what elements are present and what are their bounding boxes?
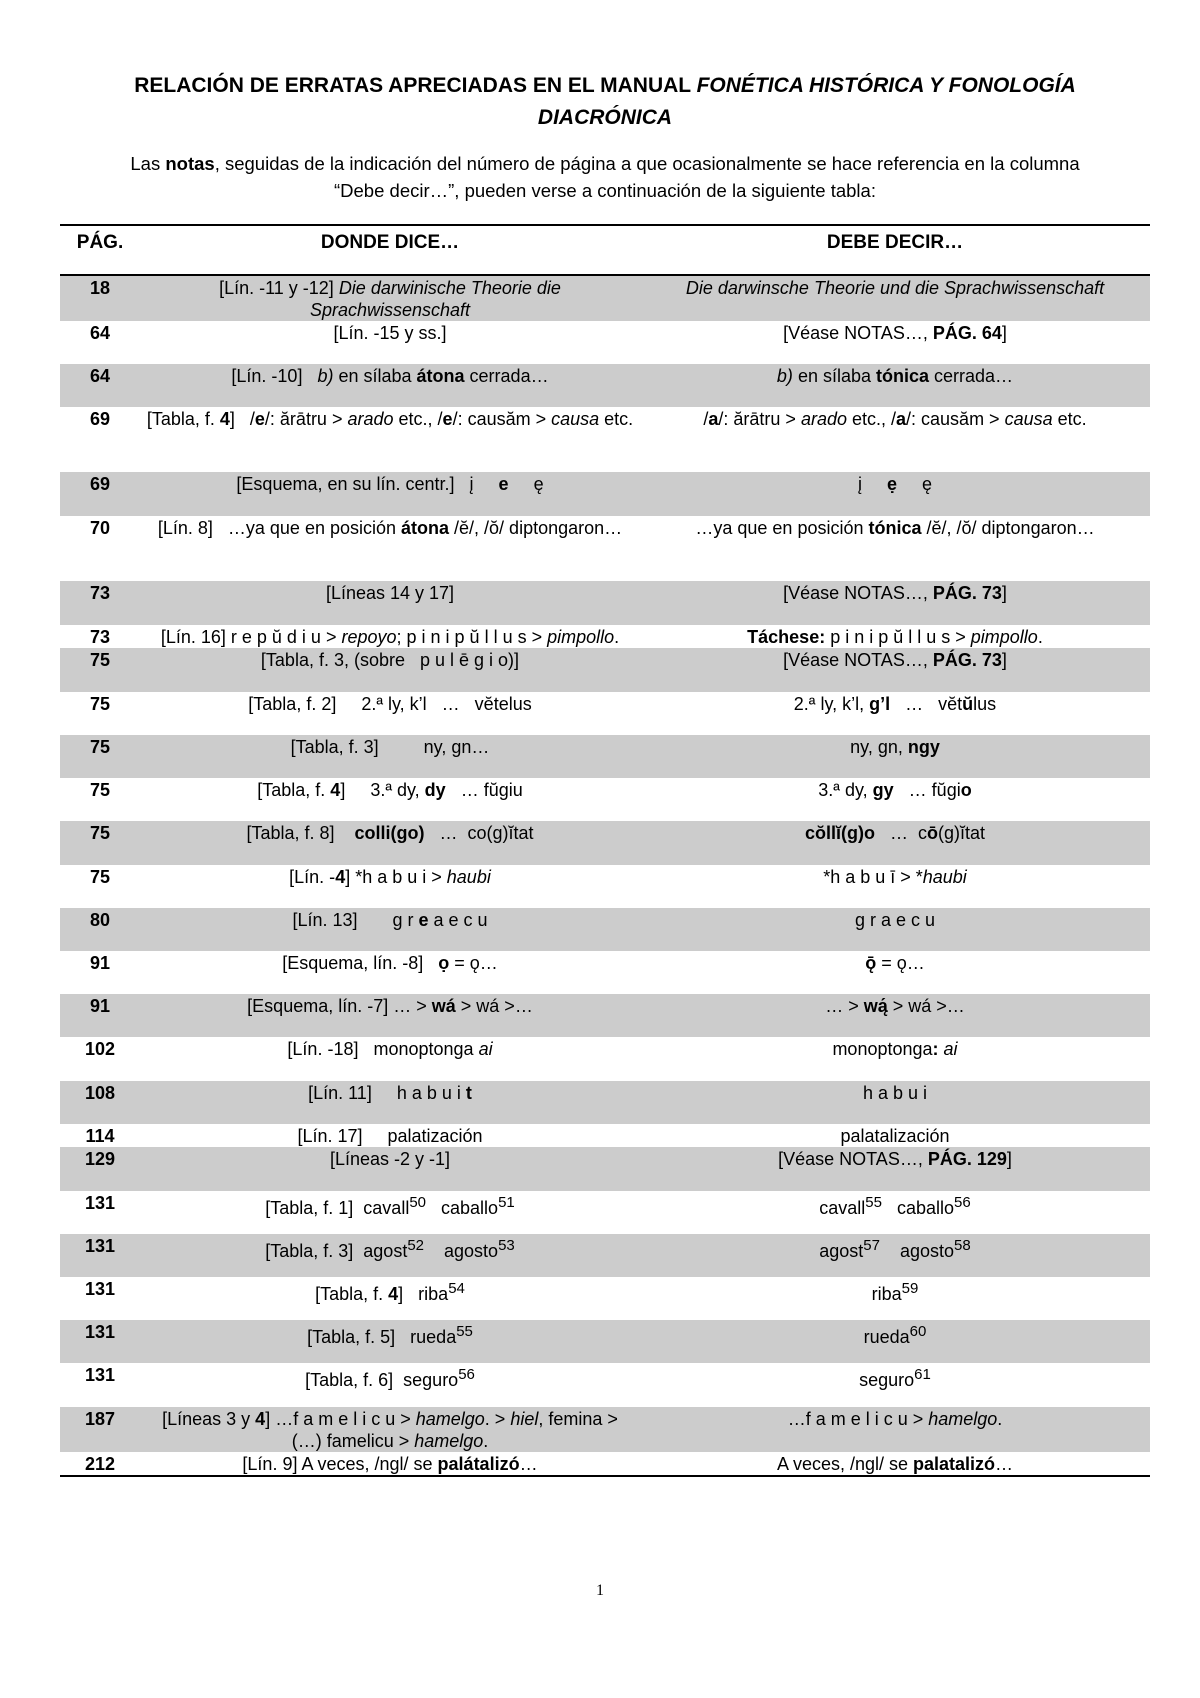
cell-donde-dice: [Lín. 11] h a b u i t [140, 1081, 640, 1124]
cell-debe-decir: …ya que en posición tónica /ĕ/, /ŏ/ diptongaron… [695, 518, 1095, 538]
header-donde-dice: DONDE DICE… [140, 225, 640, 275]
page-number: 1 [596, 1582, 604, 1599]
cell-debe-decir: [Véase NOTAS…, PÁG. 73] [640, 581, 1150, 625]
cell-pag: 91 [60, 994, 140, 1037]
table-row [60, 364, 1150, 407]
cell-pag: 80 [60, 908, 140, 951]
cell-donde-dice: [Esquema, en su lín. centr.] į e ę [140, 472, 640, 516]
cell-pag: 70 [89, 518, 111, 538]
cell-debe-decir: riba$^{59}$ [871, 1280, 919, 1304]
cell-debe-decir: h a b u i [640, 1081, 1150, 1124]
cell-debe-decir: Táchese: p i n i p ŭ l l u s > pimpollo. [747, 627, 1043, 647]
cell-debe-decir: Die darwinsche Theorie und die Sprachwissenschaft [640, 275, 1150, 321]
table-row [60, 407, 1150, 472]
intro-part-2: , seguidas de la indicación del número de página a que ocasionalmente se hace referencia en la columna [214, 153, 1080, 174]
header-debe-decir: DEBE DECIR… [640, 225, 1150, 275]
cell-debe-decir: b) en sílaba tónica cerrada… [640, 364, 1150, 407]
cell-donde-dice: [Lín. -15 y ss.] [333, 323, 447, 343]
cell-debe-decir: ǭ = ǫ… [865, 953, 925, 973]
table-row [60, 1452, 1150, 1476]
cell-debe-decir: cavall$^{55}$ caballo$^{56}$ [819, 1194, 971, 1218]
cell-donde-dice: [Líneas -2 y -1] [140, 1147, 640, 1191]
cell-donde-dice: [Esquema, lín. -8] ọ = ǫ… [282, 953, 498, 973]
cell-debe-decir: g r a e c u [640, 908, 1150, 951]
cell-pag: 73 [60, 581, 140, 625]
cell-pag: 131 [60, 1320, 140, 1363]
cell-pag: 91 [89, 953, 111, 973]
cell-donde-dice: [Tabla, f. 3] agost$^{52}$ agosto$^{53}$ [140, 1234, 640, 1277]
errata-table-header [60, 225, 1150, 275]
table-row [60, 648, 1150, 692]
cell-pag: 75 [89, 780, 111, 800]
table-row [60, 1277, 1150, 1320]
cell-donde-dice: [Líneas 14 y 17] [140, 581, 640, 625]
table-row [60, 581, 1150, 625]
cell-pag: 131 [60, 1234, 140, 1277]
cell-pag: 131 [84, 1193, 116, 1213]
title-plain: RELACIÓN DE ERRATAS APRECIADAS EN EL MANUAL [134, 74, 697, 97]
cell-donde-dice: [Tabla, f. 6] seguro$^{56}$ [305, 1366, 475, 1390]
table-row [60, 692, 1150, 735]
cell-pag: 131 [84, 1365, 116, 1385]
cell-pag: 75 [60, 648, 140, 692]
cell-pag: 75 [89, 694, 111, 714]
table-row [60, 994, 1150, 1037]
cell-pag: 18 [60, 275, 140, 321]
title-italic: FONÉTICA HISTÓRICA Y FONOLOGÍA [696, 74, 1076, 97]
cell-pag: 75 [60, 735, 140, 778]
cell-donde-dice: [Lín. -10] b) en sílaba átona cerrada… [140, 364, 640, 407]
table-row [60, 908, 1150, 951]
table-row [60, 1363, 1150, 1407]
cell-donde-dice: [Lín. -11 y -12] Die darwinische Theorie die Sprachwissenschaft [140, 275, 640, 321]
cell-donde-dice: [Tabla, f. 4] 3.ª dy, dy … fŭgiu [257, 780, 523, 800]
errata-table [60, 224, 1150, 1477]
cell-donde-dice: [Tabla, f. 4] /e/: ărātru > arado etc., /e/: causăm > causa etc. [146, 409, 634, 429]
cell-debe-decir: monoptonga: ai [832, 1039, 958, 1059]
cell-donde-dice: [Lín. -18] monoptonga ai [287, 1039, 493, 1059]
table-row [60, 321, 1150, 364]
table-row [60, 625, 1150, 648]
cell-debe-decir: palatalización [840, 1126, 950, 1146]
intro-bold-notas: notas [165, 153, 215, 174]
cell-debe-decir: ny, gn, ngy [640, 735, 1150, 778]
table-row [60, 1037, 1150, 1081]
cell-donde-dice: [Tabla, f. 4] riba$^{54}$ [315, 1280, 465, 1304]
table-row [60, 516, 1150, 581]
cell-debe-decir: seguro$^{61}$ [859, 1366, 931, 1390]
cell-pag: 69 [89, 409, 111, 429]
cell-donde-dice: [Tabla, f. 2] 2.ª ly, k’l … vĕtelus [248, 694, 532, 714]
cell-pag: 64 [89, 323, 111, 343]
intro-line-2: “Debe decir…”, pueden verse a continuación de la siguiente tabla: [334, 180, 876, 201]
cell-debe-decir: /a/: ărātru > arado etc., /a/: causăm > causa etc. [703, 409, 1087, 429]
intro-paragraph [60, 150, 1150, 204]
cell-debe-decir: cŏllĭ(g)o … cō(g)ĭtat [640, 821, 1150, 865]
cell-debe-decir: rueda$^{60}$ [640, 1320, 1150, 1363]
table-row [60, 472, 1150, 516]
cell-pag: 102 [84, 1039, 116, 1059]
table-row [60, 1191, 1150, 1234]
cell-debe-decir: 3.ª dy, gy … fŭgio [818, 780, 972, 800]
intro-line-1 [60, 150, 1150, 177]
document-page [60, 0, 1150, 1477]
cell-debe-decir: A veces, /ngl/ se palatalizó… [776, 1454, 1014, 1474]
cell-debe-decir: …f a m e l i c u > hamelgo. [640, 1407, 1150, 1452]
table-row [60, 1320, 1150, 1363]
table-row [60, 865, 1150, 908]
cell-donde-dice: [Líneas 3 y 4] …f a m e l i c u > hamelgo. > hiel, femina > (…) famelicu > hamelgo. [140, 1407, 640, 1452]
document-title [60, 70, 1150, 134]
cell-pag: 187 [60, 1407, 140, 1452]
cell-debe-decir: agost$^{57}$ agosto$^{58}$ [640, 1234, 1150, 1277]
cell-debe-decir: [Véase NOTAS…, PÁG. 64] [783, 323, 1007, 343]
cell-donde-dice: [Tabla, f. 3] ny, gn… [140, 735, 640, 778]
cell-pag: 75 [60, 821, 140, 865]
table-row [60, 1147, 1150, 1191]
cell-donde-dice: [Tabla, f. 8] colli(go) … co(g)ĭtat [140, 821, 640, 865]
title-line-2 [60, 102, 1150, 134]
table-row [60, 821, 1150, 865]
cell-debe-decir: į ẹ ę [640, 472, 1150, 516]
cell-donde-dice: [Lín. 8] …ya que en posición átona /ĕ/, /ŏ/ diptongaron… [157, 518, 623, 538]
cell-pag: 129 [60, 1147, 140, 1191]
table-row [60, 951, 1150, 994]
cell-pag: 131 [84, 1279, 116, 1299]
table-row [60, 1124, 1150, 1147]
title-italic-2: DIACRÓNICA [537, 106, 673, 129]
table-row [60, 1234, 1150, 1277]
cell-pag: 69 [60, 472, 140, 516]
cell-donde-dice: [Lín. 16] r e p ŭ d i u > repoyo; p i n i p ŭ l l u s > pimpollo. [160, 627, 620, 647]
cell-pag: 108 [60, 1081, 140, 1124]
cell-pag: 114 [85, 1126, 115, 1146]
cell-donde-dice: [Lín. 9] A veces, /ngl/ se palátalizó… [242, 1454, 538, 1474]
header-row [60, 225, 1150, 275]
cell-pag: 212 [84, 1454, 116, 1474]
cell-debe-decir: [Véase NOTAS…, PÁG. 129] [640, 1147, 1150, 1191]
cell-donde-dice: [Lín. -4] *h a b u i > haubi [289, 867, 491, 887]
cell-donde-dice: [Tabla, f. 1] cavall$^{50}$ caballo$^{51}$ [265, 1194, 515, 1218]
table-row [60, 735, 1150, 778]
cell-donde-dice: [Lín. 13] g r e a e c u [140, 908, 640, 951]
cell-donde-dice: [Esquema, lín. -7] … > wá > wá >… [140, 994, 640, 1037]
cell-donde-dice: [Tabla, f. 5] rueda$^{55}$ [140, 1320, 640, 1363]
cell-debe-decir: 2.ª ly, k’l, g’l … vĕtŭlus [793, 694, 997, 714]
intro-part-1: Las [130, 153, 166, 174]
cell-debe-decir: … > wą́ > wá >… [640, 994, 1150, 1037]
cell-donde-dice: [Lín. 17] palatización [297, 1126, 483, 1146]
title-line-1 [60, 70, 1150, 102]
cell-pag: 64 [60, 364, 140, 407]
table-row [60, 1081, 1150, 1124]
header-pag: PÁG. [60, 225, 140, 275]
cell-debe-decir: *h a b u ī > *haubi [823, 867, 967, 887]
cell-debe-decir: [Véase NOTAS…, PÁG. 73] [640, 648, 1150, 692]
cell-pag: 73 [89, 627, 111, 647]
table-row [60, 275, 1150, 321]
table-row [60, 778, 1150, 821]
cell-donde-dice: [Tabla, f. 3, (sobre p u l ē g i o)] [140, 648, 640, 692]
cell-pag: 75 [89, 867, 111, 887]
errata-table-body [60, 275, 1150, 1476]
table-row [60, 1407, 1150, 1452]
